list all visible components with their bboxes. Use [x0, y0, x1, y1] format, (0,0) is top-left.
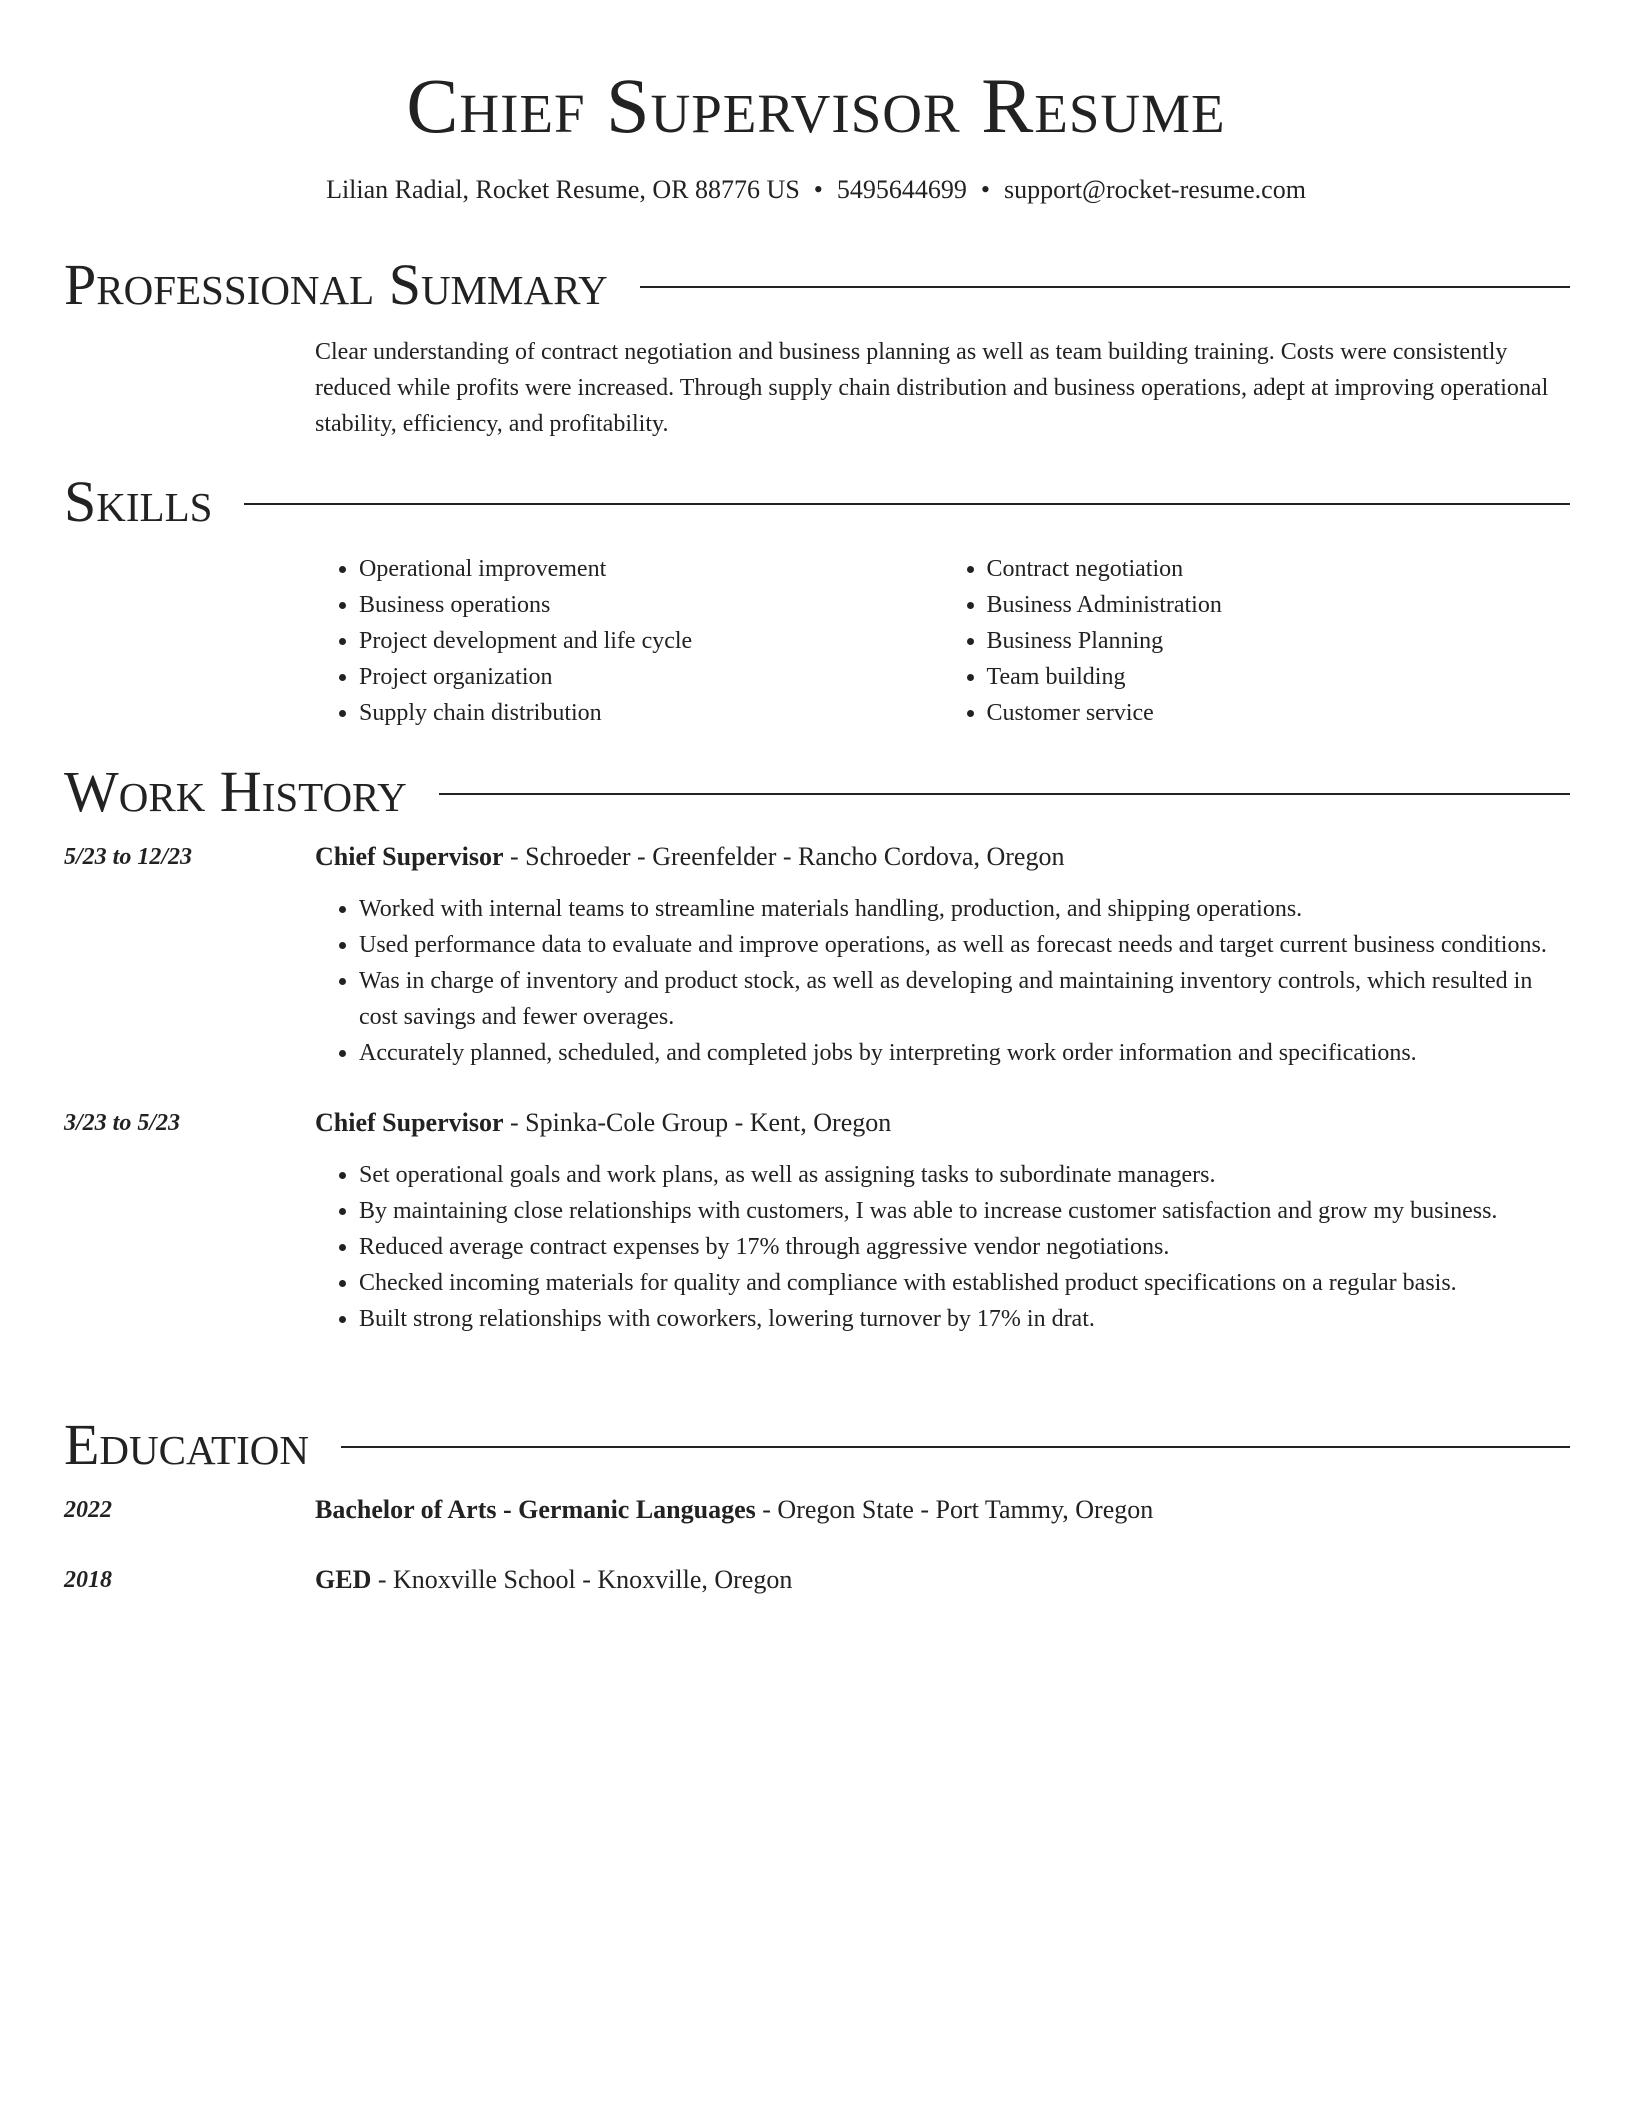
summary-text: Clear understanding of contract negotiation and business planning as well as team building training. Costs were consistently reduced while profits were increased. Through supply chain distribution and business operations, adept at improving operational stability, efficiency, and profitability. [315, 339, 1549, 437]
education-main [315, 1492, 1570, 1528]
education-entry [64, 1492, 1570, 1528]
job-main [315, 1105, 1570, 1337]
work-history-section [64, 757, 1570, 1337]
job-role: Chief Supervisor [315, 1108, 504, 1137]
resume-title: Chief Supervisor Resume [406, 62, 1226, 149]
contact-email: support@rocket-resume.com [1004, 175, 1306, 204]
work-history-heading: Work History [64, 759, 407, 824]
education-divider [341, 1446, 1570, 1448]
job-role: Chief Supervisor [315, 842, 504, 871]
education-details: - Knoxville School - Knoxville, Oregon [371, 1565, 793, 1594]
education-degree: Bachelor of Arts - Germanic Languages [315, 1495, 756, 1524]
job-heading [315, 1105, 1570, 1141]
job-bullet: • Worked with internal teams to streamline materials handling, production, and shipping operations. [359, 891, 1570, 927]
skill-item: • Team building [987, 659, 1571, 695]
job-entry [64, 839, 1570, 1071]
job-entry [64, 1105, 1570, 1337]
education-heading-line [315, 1562, 1570, 1598]
skill-item: • Supply chain distribution [359, 695, 943, 731]
skill-item: • Business Administration [987, 587, 1571, 623]
work-history-divider [439, 793, 1570, 795]
skill-item: • Business Planning [987, 623, 1571, 659]
job-bullet: • Checked incoming materials for quality and compliance with established product specifications on a regular basis. [359, 1265, 1570, 1301]
job-details: - Schroeder - Greenfelder - Rancho Cordova, Oregon [503, 842, 1065, 871]
education-heading: Education [64, 1412, 309, 1477]
job-bullet: • Was in charge of inventory and product stock, as well as developing and maintaining inventory controls, which resulted in cost savings and fewer overages. [359, 963, 1570, 1035]
skills-heading: Skills [64, 469, 213, 534]
job-details: - Spinka-Cole Group - Kent, Oregon [503, 1108, 892, 1137]
job-dates: 3/23 to 5/23 [64, 1110, 181, 1136]
job-main [315, 839, 1570, 1071]
skills-header [64, 467, 1570, 537]
job-bullet: • Built strong relationships with coworkers, lowering turnover by 17% in drat. [359, 1301, 1570, 1337]
work-history-header [64, 757, 1570, 827]
job-bullet: • Set operational goals and work plans, as well as assigning tasks to subordinate managers. [359, 1157, 1570, 1193]
summary-section [64, 250, 1570, 442]
education-entry [64, 1562, 1570, 1598]
contact-separator: • [980, 175, 991, 204]
summary-header [64, 250, 1570, 320]
skill-item: • Contract negotiation [987, 551, 1571, 587]
skills-section [64, 467, 1570, 731]
job-bullets [315, 891, 1570, 1071]
job-bullet: • By maintaining close relationships with customers, I was able to increase customer satisfaction and grow my business. [359, 1193, 1570, 1229]
education-main [315, 1562, 1570, 1598]
skill-item: • Business operations [359, 587, 943, 623]
education-details: - Oregon State - Port Tammy, Oregon [755, 1495, 1154, 1524]
skill-item: • Project organization [359, 659, 943, 695]
contact-address: Lilian Radial, Rocket Resume, OR 88776 US [326, 175, 800, 204]
job-dates: 5/23 to 12/23 [64, 844, 193, 870]
skills-column-right [943, 551, 1571, 731]
contact-phone: 5495644699 [836, 175, 967, 204]
education-heading-line [315, 1492, 1570, 1528]
education-year: 2018 [64, 1567, 112, 1593]
job-bullets [315, 1157, 1570, 1337]
job-bullet: • Reduced average contract expenses by 17% through aggressive vendor negotiations. [359, 1229, 1570, 1265]
skills-divider [244, 503, 1570, 505]
skills-column-left [315, 551, 943, 731]
contact-line [0, 172, 1632, 208]
job-heading [315, 839, 1570, 875]
job-bullet: • Used performance data to evaluate and improve operations, as well as forecast needs and target current business conditions. [359, 927, 1570, 963]
summary-divider [640, 286, 1570, 288]
education-section [64, 1410, 1570, 1598]
job-bullet: • Accurately planned, scheduled, and completed jobs by interpreting work order information and specifications. [359, 1035, 1570, 1071]
skill-item: • Project development and life cycle [359, 623, 943, 659]
skill-item: • Operational improvement [359, 551, 943, 587]
education-year: 2022 [64, 1497, 112, 1523]
summary-heading: Professional Summary [64, 252, 608, 317]
education-header [64, 1410, 1570, 1480]
education-degree: GED [315, 1565, 372, 1594]
contact-separator: • [813, 175, 823, 204]
skills-list [315, 551, 1570, 731]
skill-item: • Customer service [987, 695, 1571, 731]
